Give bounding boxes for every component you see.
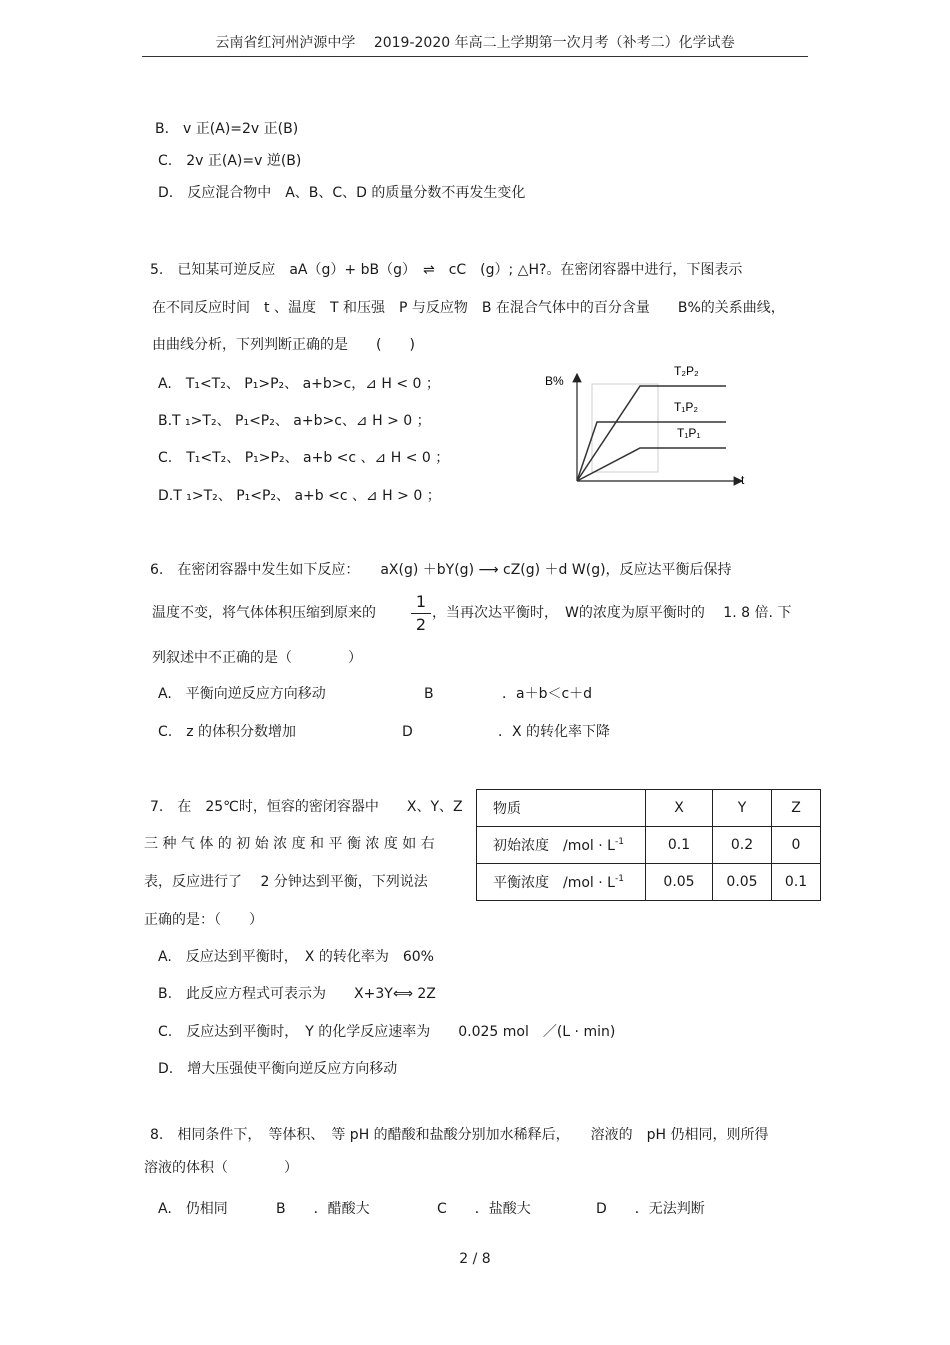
q5-option-b: B.T ₁>T₂、 P₁<P₂、 a+b>c、⊿ H > 0 ；: [158, 413, 431, 429]
table-header-cell: 物质: [477, 790, 646, 827]
table-cell: 0.05: [646, 864, 713, 901]
label-t1p1: T₁P₁: [677, 426, 701, 440]
q7-option-a: A. 反应达到平衡时， X 的转化率为 60%: [158, 949, 434, 965]
q8-option-a: A. 仍相同: [158, 1201, 228, 1217]
row-label-text: 平衡浓度 /mol · L: [493, 875, 615, 891]
q7-stem-line3: 表，反应进行了 2 分钟达到平衡，下列说法: [144, 874, 428, 890]
q6-stem-line2b: ，当再次达平衡时， W的浓度为原平衡时的 1. 8 倍. 下: [432, 605, 792, 621]
q6-option-b-letter: B: [424, 686, 434, 702]
table-row-initial: [477, 827, 821, 864]
q4-option-d: D. 反应混合物中 A、B、C、D 的质量分数不再发生变化: [158, 185, 526, 201]
table-cell: 0.1: [646, 827, 713, 864]
q8-option-d: D ．无法判断: [596, 1201, 705, 1217]
q7-stem-line1: 7. 在 25℃时，恒容的密闭容器中 X、Y、Z: [150, 799, 463, 815]
label-t1p2: T₁P₂: [674, 400, 699, 414]
table-cell: 0: [772, 827, 821, 864]
q5-stem-line1: 5. 已知某可逆反应 aA（g）+ bB（g） ⇌ cC (g）; △H?。在密闭容器中进行，下图表示: [150, 262, 743, 278]
q4-option-c: C. 2v 正(A)=v 逆(B): [158, 153, 302, 169]
table-cell: 0.2: [713, 827, 772, 864]
q6-stem-line3: 列叙述中不正确的是（ ）: [152, 650, 362, 666]
table-header-row: [477, 790, 821, 827]
q6-stem-line2a: 温度不变，将气体体积压缩到原来的: [152, 605, 376, 621]
q6-stem-line1: 6. 在密闭容器中发生如下反应： aX(g) ＋bY(g) ⟶ cZ(g) ＋d W(g)，反应达平衡后保持: [150, 562, 732, 578]
x-axis-label: t: [741, 473, 745, 487]
header-rule: [142, 56, 808, 57]
q7-stem-line4: 正确的是：（ ）: [144, 912, 263, 928]
table-header-cell: X: [646, 790, 713, 827]
fraction-numerator: 1: [415, 592, 427, 611]
q5-option-a: A. T₁<T₂、 P₁>P₂、 a+b>c，⊿ H < 0 ；: [158, 376, 440, 392]
q7-stem-line2: 三 种 气 体 的 初 始 浓 度 和 平 衡 浓 度 如 右: [144, 836, 435, 852]
unit-exponent: -1: [614, 837, 624, 847]
curve-t1p1: [577, 448, 726, 481]
table-row-equilibrium: [477, 864, 821, 901]
fraction-bar: [411, 613, 431, 614]
table-header-cell: Y: [713, 790, 772, 827]
q7-option-d: D. 增大压强使平衡向逆反应方向移动: [158, 1061, 398, 1077]
table-row-label: [477, 827, 646, 864]
q5-graph: [540, 360, 760, 495]
page-number: 2 / 8: [459, 1251, 491, 1267]
q7-option-b: B. 此反应方程式可表示为 X+3Y⟺ 2Z: [158, 986, 436, 1002]
q7-option-c: C. 反应达到平衡时， Y 的化学反应速率为 0.025 mol ／(L · min): [158, 1024, 616, 1040]
q5-option-d: D.T ₁>T₂、 P₁<P₂、 a+b <c 、⊿ H > 0 ；: [158, 488, 441, 504]
fraction-denominator: 2: [415, 615, 427, 634]
q5-stem-line2: 在不同反应时间 t 、温度 T 和压强 P 与反应物 B 在混合气体中的百分含量 B%的关系曲线，: [152, 300, 785, 316]
q6-option-c: C. z 的体积分数增加: [158, 724, 297, 740]
curve-t2p2: [577, 386, 726, 481]
page-header: 云南省红河州泸源中学 2019-2020 年高二上学期第一次月考（补考二）化学试卷: [215, 35, 735, 51]
q8-stem-line2: 溶液的体积（ ）: [144, 1160, 298, 1176]
q8-option-c: C ．盐酸大: [437, 1201, 531, 1217]
q8-option-b: B ．醋酸大: [276, 1201, 370, 1217]
q5-stem-line3: 由曲线分析，下列判断正确的是 ( ): [152, 337, 415, 353]
table-cell: 0.05: [713, 864, 772, 901]
q4-option-b: B． v 正(A)=2v 正(B): [155, 121, 299, 137]
q5-option-c: C. T₁<T₂、 P₁>P₂、 a+b <c 、⊿ H < 0 ；: [158, 450, 450, 466]
q7-concentration-table: [476, 789, 821, 901]
label-t2p2: T₂P₂: [674, 364, 699, 378]
y-axis-label: B%: [545, 374, 564, 388]
table-header-cell: Z: [772, 790, 821, 827]
q8-stem-line1: 8. 相同条件下， 等体积、 等 pH 的醋酸和盐酸分别加水稀释后， 溶液的 pH 仍相同，则所得: [150, 1127, 769, 1143]
row-label-text: 初始浓度 /mol · L: [493, 838, 615, 854]
q6-option-a: A. 平衡向逆反应方向移动: [158, 686, 326, 702]
q6-option-d-text: ．X 的转化率下降: [498, 724, 611, 740]
fraction-one-half: [410, 594, 432, 633]
graph-guide-box: [592, 384, 658, 472]
q6-option-d-letter: D: [402, 724, 413, 740]
table-cell: 0.1: [772, 864, 821, 901]
unit-exponent: -1: [614, 874, 624, 884]
q6-option-b-text: ．a＋b＜c＋d: [502, 686, 593, 702]
table-row-label: [477, 864, 646, 901]
